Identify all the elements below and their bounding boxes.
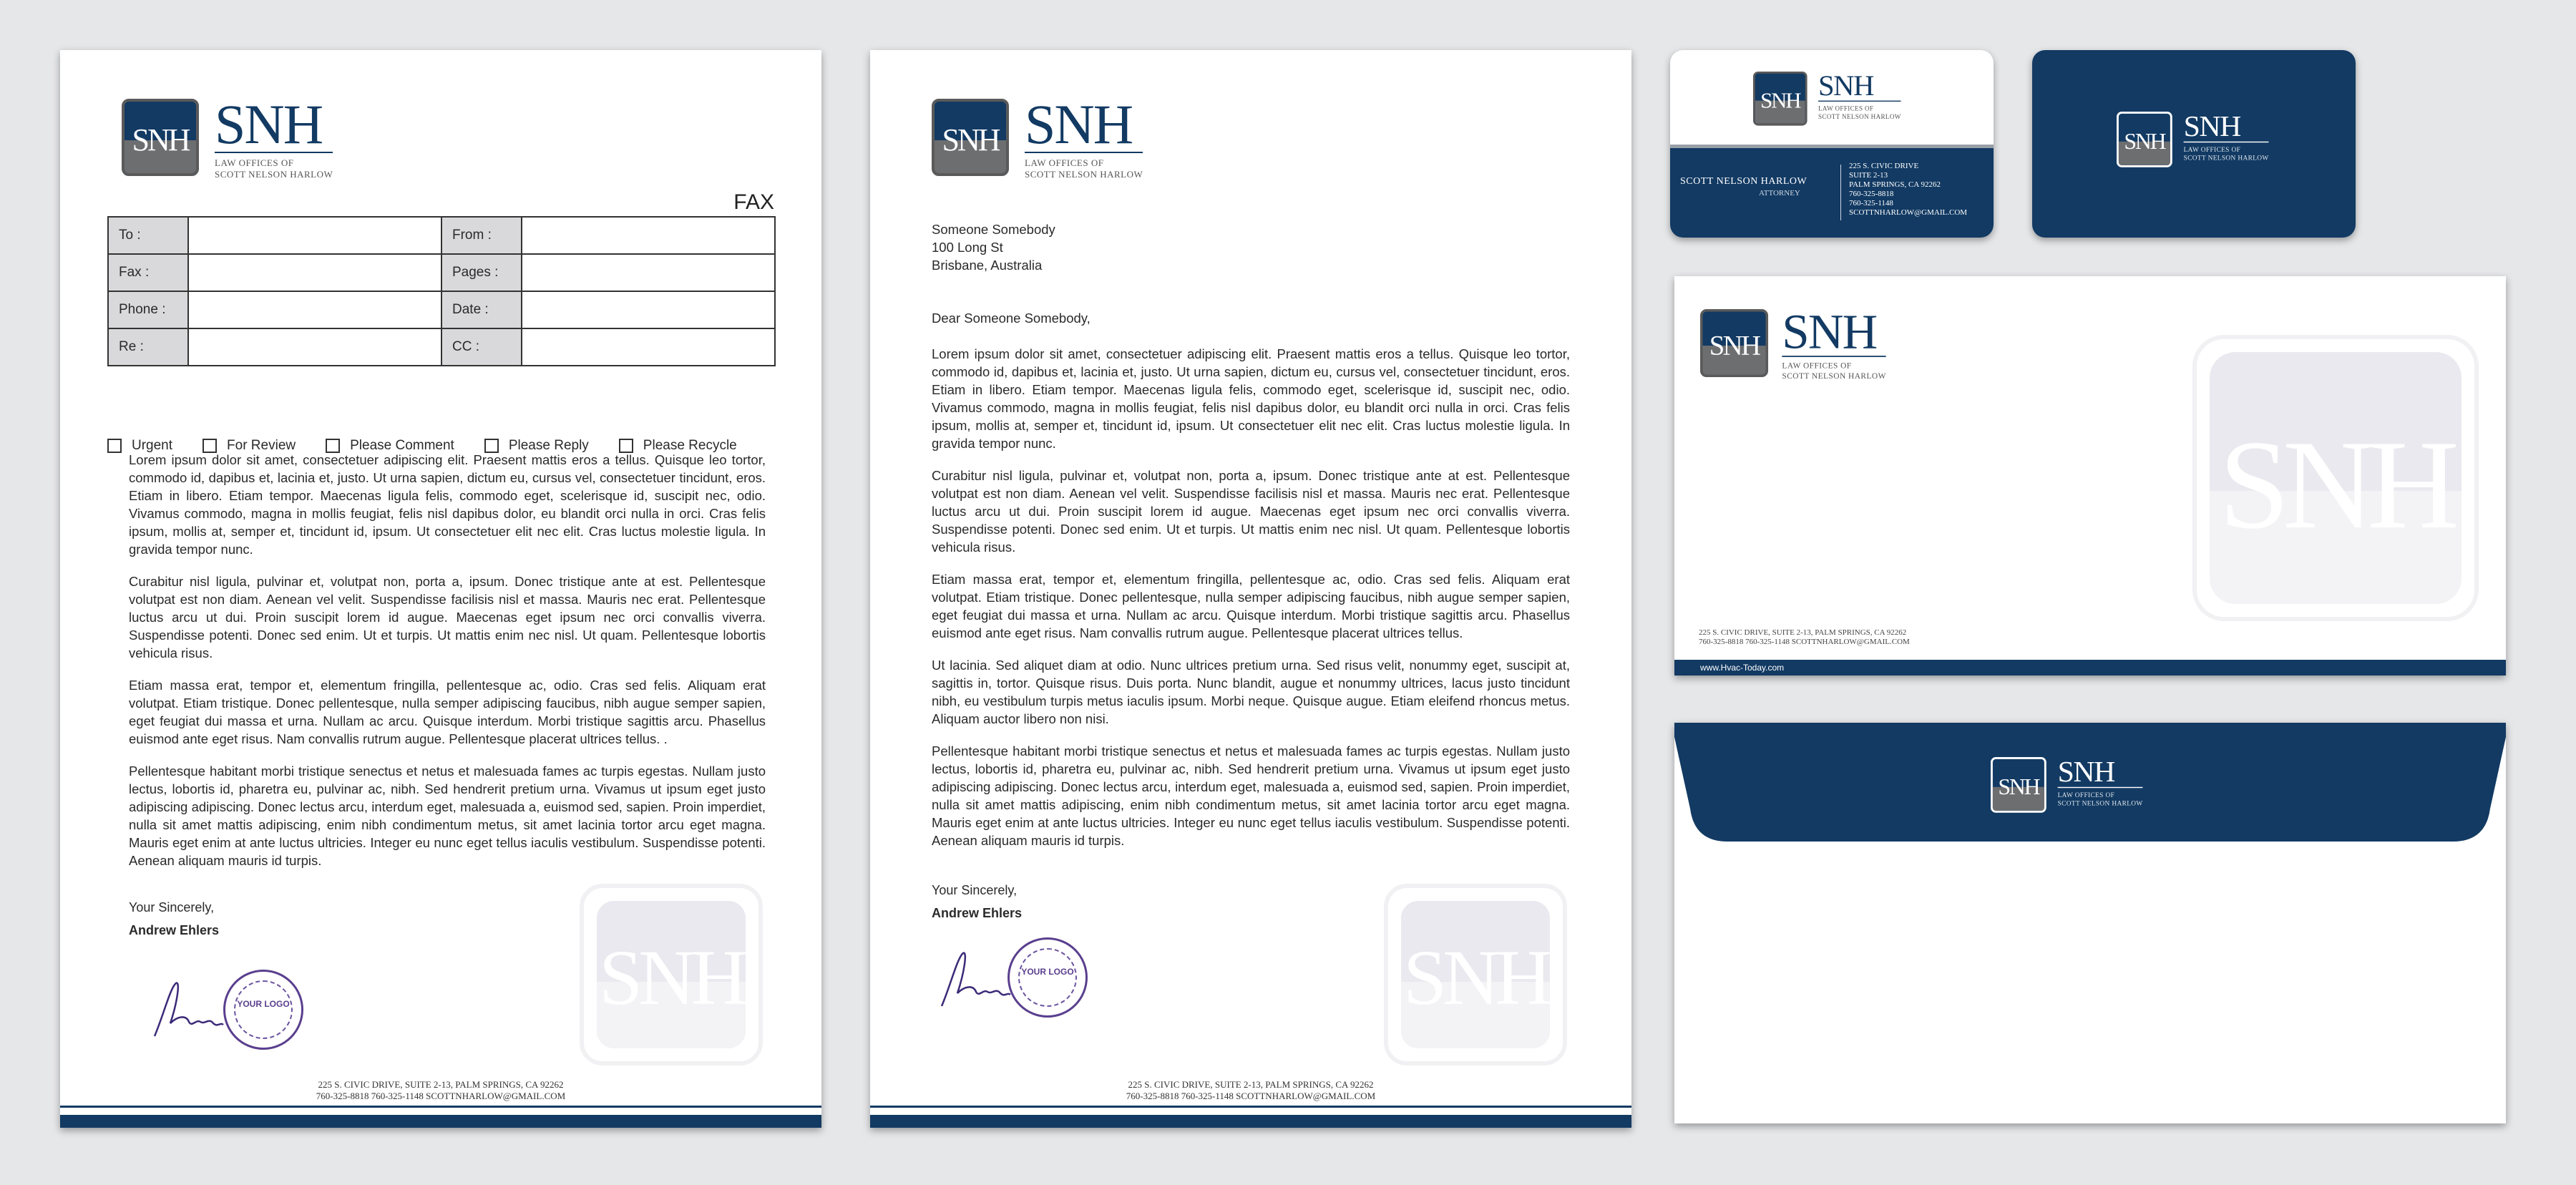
fax-sheet bbox=[60, 50, 821, 1128]
bottom-bar bbox=[60, 1115, 821, 1128]
logo-mark: SNH bbox=[1753, 72, 1807, 126]
fax-closing: Your Sincerely, bbox=[129, 900, 215, 915]
checkbox-please-recycle[interactable]: Please Recycle bbox=[619, 438, 737, 454]
letterhead-sheet bbox=[870, 50, 1631, 1128]
re-field[interactable] bbox=[188, 328, 441, 366]
business-card-front bbox=[1670, 50, 1994, 238]
signature-icon bbox=[149, 973, 228, 1045]
card-title: ATTORNEY bbox=[1759, 189, 1800, 198]
logo-line1: LAW OFFICES OF bbox=[1025, 157, 1104, 168]
checkbox-urgent[interactable]: Urgent bbox=[107, 438, 172, 454]
to-field[interactable] bbox=[188, 217, 441, 254]
fax-field[interactable] bbox=[188, 254, 441, 291]
card-name: SCOTT NELSON HARLOW bbox=[1680, 176, 1807, 187]
logo-line1: LAW OFFICES OF bbox=[215, 157, 294, 168]
fax-cover-table bbox=[107, 216, 776, 366]
fax-body: Lorem ipsum dolor sit amet, consectetuer adipiscing elit. Praesent mattis eros a tellus. Quisque leo tortor, commodo id, dapibus et, lacinia et, justo. Ut urna sapien, dictum eu, cursus vel, consectetuer tincidunt, eros. Etiam in libero. Etiam tempor. Maecenas ligula felis, commodo eget, scelerisque id, suscipit nec, odio. Vivamus commodo, magna in mollis feugiat, felis nisl dapibus dolor, eu blandit orci nulla in orci. Cras felis ipsum, mollis at, semper et, tincidunt id, ipsum. Ut consectetuer elit nec elit. Cras luctus molestie ligula. In gravida tempor nunc. Curabitur nisl ligula, pulvinar et, volutpat non, porta a, ipsum. Donec tristique ante at est. Pellentesque volutpat est non diam. Aenean vel velit. Suspendisse facilisis nisl et massa. Mauris nec erat. Pellentesque luctus arcu ut dui. Proin suscipit lorem id augue. Maecenas eget ipsum nec orci convallis viverra. Suspendisse potenti. Donec sed enim. Ut et turpis. Ut mattis enim nec nisl. Ut quam. Pellentesque lobortis vehicula risus. Etiam massa erat, tempor et, elementum fringilla, pellentesque ac, odio. Cras sed felis. Aliquam erat volutpat. Etiam tristique. Donec pellentesque, nulla semper adipiscing faucibus, nibh augue semper sapien, eget feugiat dui massa et urna. Nullam ac arcu. Quisque interdum. Morbi tristique sagittis arcu. Phasellus euismod ante eget risus. Nam convallis rutrum augue. Pellentesque placerat ultrices tellus. . Pellentesque habitant morbi tristique senectus et netus et malesuada fames ac turpis egestas. Nullam justo lectus, lobortis id, pharetra eu, pulvinar ac, nibh. Sed hendrerit pretium urna. Vivamus ut ipsum eget justo adipiscing adipiscing. Donec lectus arcu, interdum eget, malesuada a, euismod sed, sapien. Proin imperdiet, nulla sit amet mattis adipiscing, enim nibh condimentum metus, sit amet lacinia tortor arcu eget magna. Mauris eget enim at ante luctus ultricies. Integer eu nunc eget tellus iaculis vestibulum. Suspendisse potenti. Aenean aliquam mauris id turpis. bbox=[129, 452, 766, 868]
card-back-logo: SNH SNH LAW OFFICES OF SCOTT NELSON HARLOW bbox=[2117, 112, 2269, 167]
logo-line2: SCOTT NELSON HARLOW bbox=[215, 169, 333, 180]
signature-icon bbox=[936, 943, 1015, 1015]
letter-closing: Your Sincerely, bbox=[932, 883, 1018, 897]
fax-footer-address: 225 S. CIVIC DRIVE, SUITE 2-13, PALM SPRINGS, CA 92262 760-325-8818 760-325-1148 SCOTTNHARLOW@GMAIL.COM bbox=[316, 1079, 566, 1101]
compliment-slip bbox=[1674, 276, 2506, 676]
recipient-address: Someone Somebody 100 Long St Brisbane, Australia bbox=[932, 222, 1055, 273]
slip-bottom-bar bbox=[1674, 660, 2506, 676]
stamp-logo: YOUR LOGO bbox=[223, 970, 303, 1050]
checkbox-for-review[interactable]: For Review bbox=[203, 438, 296, 454]
letterhead-logo bbox=[932, 93, 1143, 180]
table-row: Fax : Pages : bbox=[108, 254, 775, 291]
stamp-logo: YOUR LOGO bbox=[1008, 937, 1088, 1018]
logo-mark: SNH bbox=[1991, 757, 2046, 813]
logo-mark: SNH bbox=[2117, 112, 2172, 167]
card-contact: 225 S. CIVIC DRIVE SUITE 2-13 PALM SPRINGS, CA 92262 760-325-8818 760-325-1148 SCOTTNHARLOW@GMAIL.COM bbox=[1849, 162, 1968, 217]
card-logo: SNH SNH LAW OFFICES OF SCOTT NELSON HARLOW bbox=[1753, 72, 1901, 126]
logo-mark: SNH bbox=[932, 99, 1009, 176]
logo-mark: SNH bbox=[1700, 309, 1768, 377]
table-row: Re : CC : bbox=[108, 328, 775, 366]
fax-logo bbox=[122, 93, 333, 180]
letter-body: Lorem ipsum dolor sit amet, consectetuer adipiscing elit. Praesent mattis eros a tellus. Quisque leo tortor, commodo id, dapibus et, lacinia et, justo. Ut urna sapien, dictum eu, cursus vel, consectetuer tincidunt, eros. Etiam in libero. Etiam tempor. Maecenas ligula felis, commodo eget, scelerisque id, suscipit nec, odio. Vivamus commodo, magna in mollis feugiat, felis nisl dapibus dolor, eu blandit orci nulla in orci. Cras felis ipsum, mollis at, semper et, tincidunt id, ipsum. Ut consectetuer elit nec elit. Cras luctus molestie ligula. In gravida tempor nunc. Curabitur nisl ligula, pulvinar et, volutpat non, porta a, ipsum. Donec tristique ante at est. Pellentesque volutpat est non diam. Aenean vel velit. Suspendisse facilisis nisl et massa. Mauris nec erat. Pellentesque luctus arcu ut dui. Proin suscipit lorem id augue. Maecenas eget ipsum nec orci convallis viverra. Suspendisse potenti. Donec sed enim. Ut et turpis. Ut mattis enim nec nisl. Ut quam. Pellentesque lobortis vehicula risus. Etiam massa erat, tempor et, elementum fringilla, pellentesque ac, odio. Cras sed felis. Aliquam erat volutpat. Etiam tristique. Donec pellentesque, nulla semper adipiscing faucibus, nibh augue semper sapien, eget feugiat dui massa et urna. Nullam ac arcu. Quisque interdum. Morbi tristique sagittis arcu. Phasellus euismod ante eget risus. Nam convallis rutrum augue. Pellentesque placerat ultrices tellus. Ut lacinia. Sed aliquet diam at odio. Nunc ultrices pretium urna. Sed risus velit, nonummy eget, suscipit at, sagittis in, tortor. Quisque risus. Duis porta. Nunc blandit, augue et nonummy ultrices, lacus justo tincidunt nibh, eu vestibulum turpis metus iaculis ipsum. Morbi neque. Quisque augue. Etiam eleifend rhoncus metus. Aliquam auctor libero non nisi. Pellentesque habitant morbi tristique senectus et netus et malesuada fames ac turpis egestas. Nullam justo lectus, lobortis id, pharetra eu, pulvinar ac, nibh. Sed hendrerit pretium urna. Vivamus ut ipsum eget justo adipiscing adipiscing. Donec lectus arcu, interdum eget, malesuada a, euismod sed, sapien. Proin imperdiet, nulla sit amet mattis adipiscing, enim nibh condimentum metus, sit amet lacinia tortor arcu eget magna. Mauris eget enim at ante luctus ultricies. Integer eu nunc eget tellus iaculis vestibulum. Suspendisse potenti. Aenean aliquam mauris id turpis. bbox=[932, 346, 1570, 848]
bottom-line bbox=[60, 1106, 821, 1108]
watermark-logo: SNH bbox=[2192, 335, 2479, 621]
pages-field[interactable] bbox=[522, 254, 775, 291]
letter-signer: Andrew Ehlers bbox=[932, 906, 1023, 920]
checkbox-please-reply[interactable]: Please Reply bbox=[484, 438, 589, 454]
bottom-bar bbox=[870, 1115, 1631, 1128]
business-card-back bbox=[2032, 50, 2356, 238]
salutation: Dear Someone Somebody, bbox=[932, 311, 1091, 326]
slip-contact: 225 S. CIVIC DRIVE, SUITE 2-13, PALM SPRINGS, CA 92262 760-325-8818 760-325-1148 SCOTTNHARLOW@GMAIL.COM bbox=[1699, 628, 1910, 646]
fax-signer: Andrew Ehlers bbox=[129, 923, 220, 937]
checkbox-please-comment[interactable]: Please Comment bbox=[326, 438, 454, 454]
bottom-line bbox=[870, 1106, 1631, 1108]
logo-line2: SCOTT NELSON HARLOW bbox=[1025, 169, 1143, 180]
logo-mark: SNH bbox=[122, 99, 199, 176]
date-field[interactable] bbox=[522, 291, 775, 328]
cc-field[interactable] bbox=[522, 328, 775, 366]
watermark-logo: SNH bbox=[580, 884, 763, 1065]
slip-website[interactable]: www.Hvac-Today.com bbox=[1700, 663, 1785, 673]
from-field[interactable] bbox=[522, 217, 775, 254]
fax-title: FAX bbox=[733, 190, 774, 214]
envelope bbox=[1674, 723, 2506, 1123]
envelope-logo: SNH SNH LAW OFFICES OF SCOTT NELSON HARLOW bbox=[1991, 757, 2143, 813]
table-row: Phone : Date : bbox=[108, 291, 775, 328]
logo-wordmark: SNH bbox=[215, 99, 333, 153]
phone-field[interactable] bbox=[188, 291, 441, 328]
table-row: To : From : bbox=[108, 217, 775, 254]
logo-wordmark: SNH bbox=[1025, 99, 1143, 153]
slip-logo: SNH SNH LAW OFFICES OF SCOTT NELSON HARLOW bbox=[1700, 309, 1886, 381]
watermark-logo: SNH bbox=[1384, 884, 1567, 1065]
letter-footer-address: 225 S. CIVIC DRIVE, SUITE 2-13, PALM SPRINGS, CA 92262 760-325-8818 760-325-1148 SCOTTNHARLOW@GMAIL.COM bbox=[1126, 1079, 1376, 1101]
